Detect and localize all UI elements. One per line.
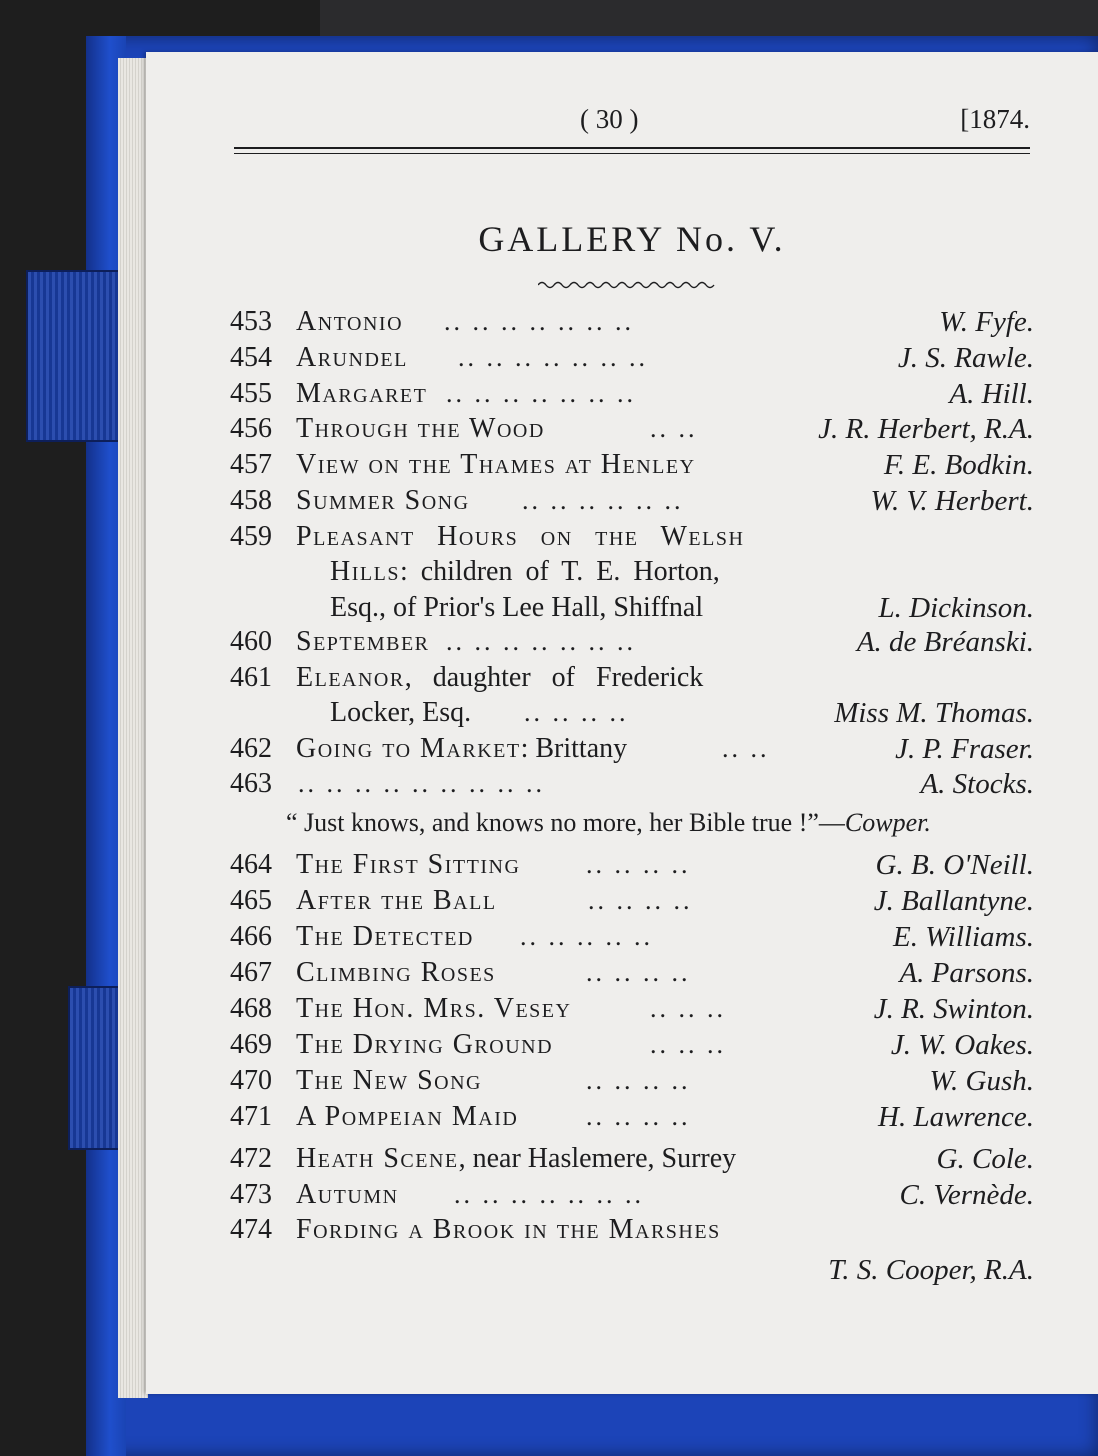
running-head-year: [1874. [960, 104, 1030, 134]
entry-artist: J. R. Herbert, R.A. [818, 413, 1034, 445]
entry-title: After the Ball [296, 885, 497, 916]
leader-dots: .. .. .. .. .. .. [522, 486, 684, 515]
entry-number: 472 [230, 1143, 272, 1174]
catalogue-entry [0, 1141, 1098, 1177]
entry-artist: T. S. Cooper, R.A. [828, 1254, 1034, 1286]
leader-dots: .. .. [722, 734, 770, 763]
entry-number: 474 [230, 1214, 272, 1245]
entry-number: 463 [230, 768, 272, 799]
entry-artist: Miss M. Thomas. [834, 697, 1034, 729]
entry-title: Antonio [296, 306, 404, 337]
entry-title-part: Going to Market [296, 733, 521, 764]
leader-dots: .. .. .. .. .. .. .. [454, 1180, 644, 1209]
entry-number: 466 [230, 921, 272, 952]
entry-number: 467 [230, 957, 272, 988]
entry-artist: J. R. Swinton. [873, 993, 1034, 1025]
entry-number: 460 [230, 626, 272, 657]
leader-dots: .. .. .. .. .. .. .. [444, 307, 634, 336]
catalogue-entry [0, 376, 1098, 412]
entry-title-part: Heath Scene [296, 1143, 459, 1174]
entry-title-part: Eleanor [296, 662, 405, 693]
leader-dots: .. .. .. .. [588, 886, 693, 915]
entry-title: The Detected [296, 921, 474, 952]
entry-number: 457 [230, 449, 272, 480]
entry-title: View on the Thames at Henley [296, 449, 696, 480]
entry-number: 455 [230, 378, 272, 409]
leader-dots: .. .. [650, 414, 698, 443]
catalogue-entry-continuation [0, 695, 1098, 731]
gallery-title: GALLERY No. V. [478, 219, 786, 259]
entry-number: 459 [230, 521, 272, 552]
entry-title: The First Sitting [296, 849, 521, 880]
catalogue-entry [0, 883, 1098, 919]
entry-number: 468 [230, 993, 272, 1024]
catalogue-entry [0, 1212, 1098, 1248]
entry-title-part: , near Haslemere, Surrey [458, 1143, 737, 1174]
entry-artist: J. S. Rawle. [897, 342, 1034, 374]
catalogue-entry [0, 766, 1098, 802]
entry-artist: F. E. Bodkin. [883, 449, 1034, 481]
catalogue-entry [0, 624, 1098, 660]
entry-artist: A. de Bréanski. [856, 626, 1034, 658]
entry-artist: A. Parsons. [899, 957, 1034, 989]
wavy-ornament [538, 278, 718, 292]
leader-dots: .. .. .. .. [586, 1102, 691, 1131]
entry-artist: C. Vernède. [899, 1179, 1034, 1211]
entry-artist: W. Gush. [929, 1065, 1034, 1097]
catalogue-entry [0, 847, 1098, 883]
catalogue-entry [0, 1063, 1098, 1099]
entry-title [296, 1141, 736, 1177]
entry-title: Margaret [296, 378, 428, 409]
leader-dots: .. .. .. .. .. [520, 922, 653, 951]
catalogue-entry [0, 955, 1098, 991]
entry-title: The Hon. Mrs. Vesey [296, 993, 572, 1024]
entry-number: 462 [230, 733, 272, 764]
leader-dots: .. .. .. [650, 994, 726, 1023]
quote-text: “ Just knows, and knows no more, her Bible true !”— [286, 808, 845, 837]
entry-title-part: : children of T. E. Horton, [399, 556, 720, 587]
entry-artist: H. Lawrence. [878, 1101, 1034, 1133]
entry-artist: A. Stocks. [920, 768, 1034, 800]
entry-title: Fording a Brook in the Marshes [296, 1214, 721, 1245]
entry-artist: J. Ballantyne. [873, 885, 1034, 917]
leader-dots: .. .. .. .. [586, 1066, 691, 1095]
catalogue-entry [0, 519, 1098, 555]
entry-artist: A. Hill. [949, 378, 1034, 410]
catalogue-entry [0, 304, 1098, 340]
entry-number: 461 [230, 662, 272, 693]
catalogue-entry [0, 411, 1098, 447]
entry-artist: J. W. Oakes. [890, 1029, 1034, 1061]
catalogue-entry [0, 1099, 1098, 1135]
entry-number: 471 [230, 1101, 272, 1132]
entry-artist: W. V. Herbert. [870, 485, 1034, 517]
catalogue-entry [0, 660, 1098, 696]
catalogue-entry-continuation [0, 1252, 1098, 1288]
entry-title-line: Esq., of Prior's Lee Hall, Shiffnal [330, 592, 704, 623]
entry-artist: E. Williams. [893, 921, 1034, 953]
entry-title: Summer Song [296, 485, 470, 516]
entry-artist: J. P. Fraser. [895, 733, 1034, 765]
entry-artist: W. Fyfe. [939, 306, 1034, 338]
leader-dots: .. .. .. .. .. .. .. [458, 343, 648, 372]
running-head [234, 104, 1030, 144]
entry-title: September [296, 626, 430, 657]
entry-title-part: Hills [330, 556, 400, 587]
entry-title: Through the Wood [296, 413, 545, 444]
entry-title-line: Locker, Esq. [330, 697, 472, 728]
leader-dots: .. .. .. .. .. .. .. .. .. [298, 769, 545, 798]
entry-title: The Drying Ground [296, 1029, 554, 1060]
leader-dots: .. .. .. .. [586, 958, 691, 987]
leader-dots: .. .. .. .. [524, 698, 629, 727]
header-rule [234, 147, 1030, 149]
catalogue-entry [0, 1177, 1098, 1213]
catalogue-entry-continuation [0, 554, 1098, 590]
epigraph-quote [286, 808, 931, 838]
entry-title: Arundel [296, 342, 408, 373]
quote-author: Cowper. [844, 808, 931, 837]
entry-title [296, 660, 703, 696]
page-number: ( 30 ) [580, 104, 639, 134]
catalogue-entry [0, 919, 1098, 955]
header-rule-thin [234, 153, 1030, 154]
entry-title-line [330, 554, 720, 590]
background-foam [320, 0, 1098, 40]
entry-title-part: , daughter of Frederick [404, 662, 704, 693]
entry-number: 473 [230, 1179, 272, 1210]
entry-number: 465 [230, 885, 272, 916]
catalogue-entry [0, 483, 1098, 519]
entry-title [296, 731, 627, 767]
catalogue-entry [0, 1027, 1098, 1063]
entry-number: 453 [230, 306, 272, 337]
entry-title-part: : Brittany [520, 733, 628, 764]
entry-number: 456 [230, 413, 272, 444]
entry-title: Pleasant Hours on the Welsh [296, 521, 745, 552]
entry-number: 464 [230, 849, 272, 880]
catalogue-entry [0, 340, 1098, 376]
entry-title: The New Song [296, 1065, 482, 1096]
entry-artist: L. Dickinson. [878, 592, 1034, 624]
leader-dots: .. .. .. .. [586, 850, 691, 879]
leader-dots: .. .. .. .. .. .. .. [446, 379, 636, 408]
entry-number: 470 [230, 1065, 272, 1096]
entry-artist: G. Cole. [936, 1143, 1034, 1175]
entry-number: 458 [230, 485, 272, 516]
leader-dots: .. .. .. .. .. .. .. [446, 627, 636, 656]
entry-title: A Pompeian Maid [296, 1101, 519, 1132]
entry-title: Climbing Roses [296, 957, 496, 988]
catalogue-entry [0, 447, 1098, 483]
catalogue-entry [0, 731, 1098, 767]
catalogue-entry-continuation [0, 590, 1098, 626]
entry-title: Autumn [296, 1179, 399, 1210]
catalogue-entry [0, 991, 1098, 1027]
entry-number: 469 [230, 1029, 272, 1060]
leader-dots: .. .. .. [650, 1030, 726, 1059]
entry-artist: G. B. O'Neill. [875, 849, 1034, 881]
entry-number: 454 [230, 342, 272, 373]
